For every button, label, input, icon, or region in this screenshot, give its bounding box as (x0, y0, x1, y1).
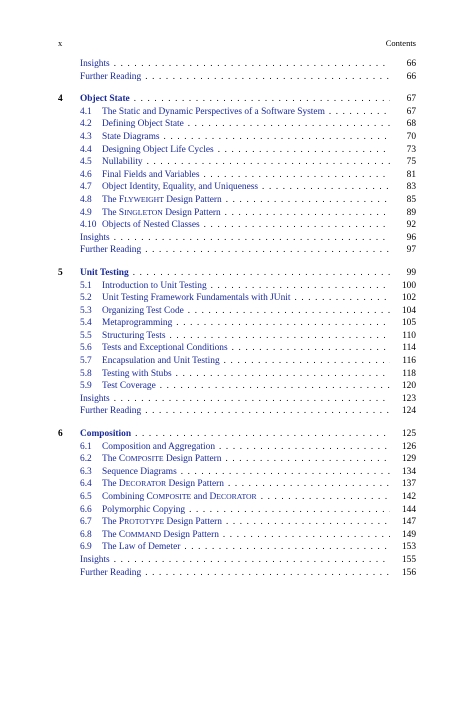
dot-leader (181, 465, 390, 478)
dot-leader (226, 515, 390, 528)
toc-section-entry[interactable] (58, 218, 416, 231)
entry-title[interactable]: Final Fields and Variables (102, 169, 200, 180)
page-number: x (58, 38, 63, 48)
chapter-gap (58, 256, 416, 266)
entry-number: 5.3 (80, 305, 92, 316)
dot-leader (114, 57, 390, 70)
entry-title[interactable]: Test Coverage (102, 381, 156, 392)
entry-title[interactable]: Further Reading (80, 71, 142, 82)
entry-title[interactable]: Encapsulation and Unit Testing (102, 356, 220, 367)
dot-leader (219, 440, 390, 453)
entry-page-number: 149 (401, 529, 416, 540)
chapter-gap (58, 82, 416, 92)
toc-section-entry[interactable] (58, 168, 416, 181)
toc-section-entry[interactable] (58, 477, 416, 490)
entry-page-number: 153 (401, 542, 416, 553)
toc-section-entry[interactable] (58, 304, 416, 317)
entry-title[interactable]: Nullability (102, 157, 143, 168)
entry-title[interactable]: Organizing Test Code (102, 305, 184, 316)
entry-title[interactable]: The FLYWEIGHT Design Pattern (102, 194, 222, 205)
entry-page-number: 116 (402, 356, 416, 367)
entry-page-number: 73 (406, 144, 416, 155)
entry-page-number: 97 (406, 245, 416, 256)
entry-page-number: 110 (402, 330, 416, 341)
entry-number: 4.3 (80, 131, 92, 142)
entry-title[interactable]: The COMMAND Design Pattern (102, 529, 219, 540)
toc-chapter-entry[interactable] (58, 266, 416, 279)
entry-page-number: 83 (406, 182, 416, 193)
entry-page-number: 89 (406, 207, 416, 218)
entry-page-number: 96 (406, 232, 416, 243)
dot-leader (145, 566, 390, 579)
dot-leader (176, 316, 390, 329)
dot-leader (232, 341, 390, 354)
entry-page-number: 156 (401, 567, 416, 578)
toc-section-entry[interactable] (58, 180, 416, 193)
entry-page-number: 126 (401, 441, 416, 452)
toc-section-entry[interactable] (58, 105, 416, 118)
entry-page-number: 147 (401, 517, 416, 528)
entry-number: 5.2 (80, 293, 92, 304)
toc-section-entry[interactable] (58, 515, 416, 528)
dot-leader (225, 452, 390, 465)
entry-number: 4.9 (80, 207, 92, 218)
entry-number: 4.7 (80, 182, 92, 193)
entry-number: 5.5 (80, 330, 92, 341)
entry-title[interactable]: Tests and Exceptional Conditions (102, 343, 228, 354)
dot-leader (262, 180, 390, 193)
entry-page-number: 92 (406, 220, 416, 231)
dot-leader (145, 243, 390, 256)
dot-leader (164, 130, 390, 143)
entry-title[interactable]: Insights (80, 393, 110, 404)
table-of-contents (58, 57, 416, 578)
toc-section-entry[interactable] (58, 57, 416, 70)
dot-leader (147, 155, 390, 168)
dot-leader (211, 279, 390, 292)
toc-section-entry[interactable] (58, 130, 416, 143)
entry-page-number: 105 (401, 318, 416, 329)
toc-section-entry[interactable] (58, 291, 416, 304)
dot-leader (184, 540, 390, 553)
entry-number: 5.6 (80, 343, 92, 354)
toc-section-entry[interactable] (58, 490, 416, 503)
entry-page-number: 144 (401, 504, 416, 515)
dot-leader (224, 354, 390, 367)
entry-title[interactable]: Insights (80, 59, 110, 69)
entry-page-number: 155 (401, 554, 416, 565)
toc-section-entry[interactable] (58, 452, 416, 465)
chapter-gap (58, 417, 416, 427)
entry-title[interactable]: Composition (80, 429, 132, 440)
entry-number: 4.6 (80, 169, 92, 180)
entry-number: 5.9 (80, 381, 92, 392)
dot-leader (203, 168, 390, 181)
dot-leader (145, 70, 390, 83)
toc-section-entry[interactable] (58, 279, 416, 292)
toc-section-entry[interactable] (58, 392, 416, 405)
entry-number: 5 (58, 267, 63, 278)
toc-section-entry[interactable] (58, 354, 416, 367)
entry-page-number: 142 (401, 492, 416, 502)
entry-page-number: 68 (406, 119, 416, 130)
dot-leader (188, 117, 390, 130)
entry-title[interactable]: The PROTOTYPE Design Pattern (102, 517, 222, 528)
page-header (58, 38, 416, 50)
entry-number: 4 (58, 94, 63, 105)
entry-title[interactable]: Further Reading (80, 567, 142, 578)
entry-title[interactable]: Defining Object State (102, 119, 184, 130)
entry-page-number: 124 (401, 406, 416, 417)
toc-section-entry[interactable] (58, 206, 416, 219)
entry-title[interactable]: Insights (80, 232, 110, 243)
entry-number: 6.5 (80, 492, 92, 502)
entry-title[interactable]: Further Reading (80, 245, 142, 256)
dot-leader (294, 291, 390, 304)
entry-page-number: 99 (406, 267, 416, 278)
toc-section-entry[interactable] (58, 70, 416, 83)
entry-title[interactable]: Metaprogramming (102, 318, 173, 329)
entry-page-number: 67 (406, 94, 416, 105)
entry-title[interactable]: Object State (80, 94, 130, 105)
dot-leader (228, 477, 390, 490)
entry-title[interactable]: Object Identity, Equality, and Uniqueness (102, 182, 259, 193)
dot-leader (329, 105, 390, 118)
entry-number: 6.6 (80, 504, 92, 515)
entry-number: 5.8 (80, 368, 92, 379)
entry-title[interactable]: Combining COMPOSITE and DECORATOR (102, 492, 257, 502)
entry-title[interactable]: The Static and Dynamic Perspectives of a Software System (102, 106, 325, 117)
entry-number: 5.4 (80, 318, 92, 329)
toc-chapter-entry[interactable] (58, 427, 416, 440)
entry-page-number: 125 (401, 429, 416, 440)
entry-title[interactable]: Unit Testing (80, 267, 129, 278)
toc-section-entry[interactable] (58, 316, 416, 329)
toc-section-entry[interactable] (58, 143, 416, 156)
dot-leader (261, 490, 390, 503)
dot-leader (135, 427, 390, 440)
entry-title[interactable]: Testing with Stubs (102, 368, 172, 379)
entry-page-number: 102 (401, 293, 416, 304)
entry-number: 6.2 (80, 454, 92, 465)
dot-leader (133, 266, 390, 279)
entry-title[interactable]: Designing Object Life Cycles (102, 144, 214, 155)
entry-title[interactable]: Unit Testing Framework Fundamentals with JUnit (102, 293, 291, 304)
toc-chapter-entry[interactable] (58, 92, 416, 105)
entry-number: 4.5 (80, 157, 92, 168)
dot-leader (114, 231, 390, 244)
dot-leader (160, 379, 390, 392)
entry-title[interactable]: Sequence Diagrams (102, 466, 177, 477)
entry-page-number: 67 (406, 106, 416, 117)
entry-title[interactable]: Composition and Aggregation (102, 441, 216, 452)
entry-title[interactable]: Introduction to Unit Testing (102, 280, 207, 291)
entry-page-number: 137 (401, 479, 416, 490)
dot-leader (145, 404, 390, 417)
entry-number: 6.4 (80, 479, 92, 490)
entry-number: 4.4 (80, 144, 92, 155)
toc-section-entry[interactable] (58, 440, 416, 453)
entry-number: 5.1 (80, 280, 92, 291)
entry-number: 6 (58, 429, 63, 440)
entry-page-number: 104 (401, 305, 416, 316)
dot-leader (204, 218, 390, 231)
toc-section-entry[interactable] (58, 117, 416, 130)
entry-page-number: 85 (406, 194, 416, 205)
toc-section-entry[interactable] (58, 193, 416, 206)
dot-leader (114, 553, 390, 566)
entry-page-number: 120 (401, 381, 416, 392)
dot-leader (225, 206, 390, 219)
entry-title[interactable]: Structuring Tests (102, 330, 166, 341)
dot-leader (134, 92, 390, 105)
toc-section-entry[interactable] (58, 367, 416, 380)
toc-section-entry[interactable] (58, 231, 416, 244)
toc-section-entry[interactable] (58, 379, 416, 392)
entry-page-number: 81 (406, 169, 416, 180)
entry-page-number: 66 (406, 71, 416, 82)
toc-section-entry[interactable] (58, 528, 416, 541)
dot-leader (189, 503, 390, 516)
entry-number: 6.1 (80, 441, 92, 452)
dot-leader (114, 392, 390, 405)
entry-title[interactable]: Polymorphic Copying (102, 504, 186, 515)
dot-leader (218, 143, 390, 156)
entry-title[interactable]: The Law of Demeter (102, 542, 181, 553)
entry-number: 4.2 (80, 119, 92, 130)
toc-section-entry[interactable] (58, 540, 416, 553)
entry-number: 6.8 (80, 529, 92, 540)
entry-number: 6.3 (80, 466, 92, 477)
entry-title[interactable]: Insights (80, 554, 110, 565)
entry-number: 4.10 (80, 220, 97, 231)
entry-title[interactable]: State Diagrams (102, 131, 160, 142)
dot-leader (226, 193, 390, 206)
toc-section-entry[interactable] (58, 465, 416, 478)
entry-number: 4.8 (80, 194, 92, 205)
entry-page-number: 66 (406, 59, 416, 69)
entry-title[interactable]: Objects of Nested Classes (102, 220, 200, 231)
entry-title[interactable]: The SINGLETON Design Pattern (102, 207, 221, 218)
entry-title[interactable]: Further Reading (80, 406, 142, 417)
entry-number: 6.9 (80, 542, 92, 553)
dot-leader (170, 329, 391, 342)
toc-section-entry[interactable] (58, 329, 416, 342)
toc-section-entry[interactable] (58, 503, 416, 516)
dot-leader (176, 367, 390, 380)
entry-title[interactable]: The COMPOSITE Design Pattern (102, 454, 222, 465)
dot-leader (223, 528, 390, 541)
entry-number: 6.7 (80, 517, 92, 528)
toc-section-entry[interactable] (58, 341, 416, 354)
entry-page-number: 134 (401, 466, 416, 477)
entry-page-number: 114 (402, 343, 416, 354)
dot-leader (188, 304, 390, 317)
entry-page-number: 123 (401, 393, 416, 404)
toc-section-entry[interactable] (58, 243, 416, 256)
entry-page-number: 118 (402, 368, 416, 379)
toc-section-entry[interactable] (58, 566, 416, 579)
toc-section-entry[interactable] (58, 155, 416, 168)
running-title: Contents (385, 38, 416, 48)
entry-page-number: 100 (401, 280, 416, 291)
toc-section-entry[interactable] (58, 404, 416, 417)
entry-page-number: 70 (406, 131, 416, 142)
toc-section-entry[interactable] (58, 553, 416, 566)
entry-page-number: 129 (401, 454, 416, 465)
entry-title[interactable]: The DECORATOR Design Pattern (102, 479, 224, 490)
entry-number: 5.7 (80, 356, 92, 367)
entry-page-number: 75 (406, 157, 416, 168)
entry-number: 4.1 (80, 106, 92, 117)
